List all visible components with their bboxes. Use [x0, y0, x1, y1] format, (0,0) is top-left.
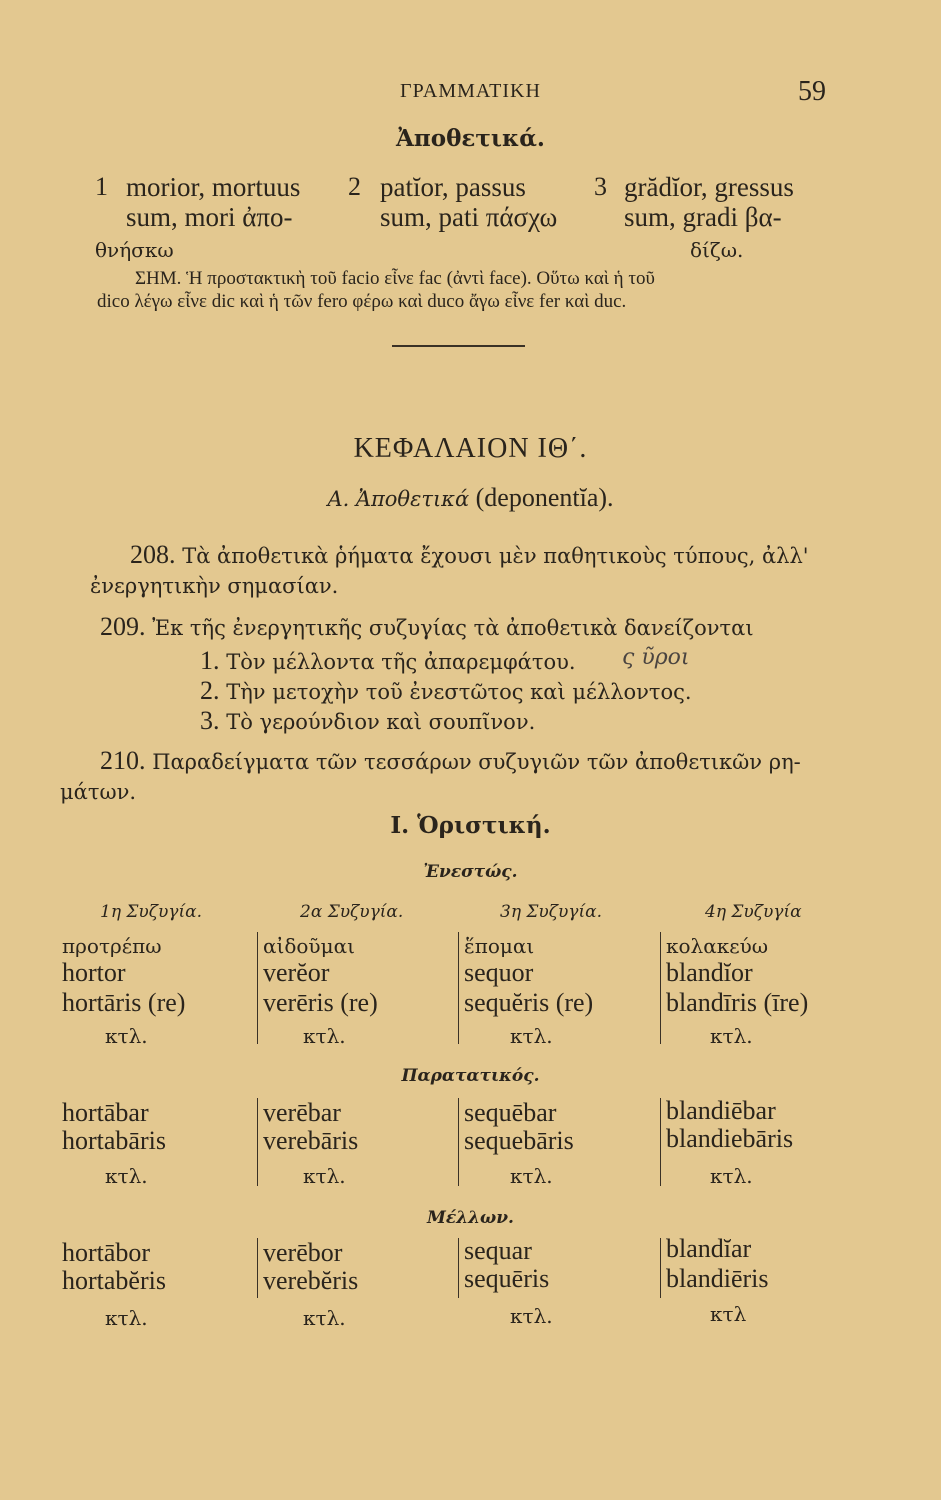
table-cell: ἕπομαι: [464, 934, 535, 958]
table-cell: blandiēris: [666, 1264, 769, 1293]
column-rule: [257, 1098, 258, 1186]
paragraph-text: Τὰ ἀποθετικὰ ῥήματα ἔχουσι μὲν παθητικοὺς τύπους, ἀλλ': [182, 544, 809, 568]
item-line: sum, pati πάσχω: [380, 202, 558, 232]
column-rule: [458, 1238, 459, 1298]
list-item: [200, 676, 692, 706]
table-cell: verēris (re): [263, 988, 378, 1017]
column-header: 2α Συζυγία.: [300, 902, 404, 922]
handwritten-note: ς ῦροι: [622, 645, 690, 670]
table-cell: κτλ.: [510, 1024, 553, 1048]
item-line: morior, mortuus: [126, 172, 301, 202]
list-number: 2.: [200, 676, 220, 705]
table-cell: κτλ.: [303, 1164, 346, 1188]
column-header: 3η Συζυγία.: [500, 902, 603, 922]
table-cell: verebĕris: [263, 1266, 359, 1295]
column-rule: [458, 1098, 459, 1186]
chapter-title: ΚΕΦΑΛΑΙΟΝ ΙΘ΄.: [353, 433, 588, 464]
column-rule: [660, 932, 661, 1044]
list-text: Τὸ γερούνδιον καὶ σουπῖνον.: [226, 710, 536, 734]
table-cell: κτλ.: [105, 1306, 148, 1330]
note-line: dico λέγω εἶνε dic καὶ ἡ τῶν fero φέρω καὶ duco ἄγω εἶνε fer καὶ duc.: [97, 291, 627, 312]
table-cell: verēbor: [263, 1238, 343, 1267]
subtitle-latin: (deponentĭa).: [475, 483, 614, 512]
mood-title: Ι. Ὁριστική.: [390, 812, 551, 839]
item-line: sum, gradi βα-: [624, 202, 782, 232]
item-line: grădĭor, gressus: [624, 172, 794, 202]
table-cell: verebāris: [263, 1126, 359, 1155]
table-cell: hortabĕris: [62, 1266, 166, 1295]
list-text: Τὴν μετοχὴν τοῦ ἐνεστῶτος καὶ μέλλοντος.: [226, 680, 692, 704]
table-cell: verĕor: [263, 958, 330, 987]
table-cell: sequor: [464, 958, 534, 987]
table-cell: hortabāris: [62, 1126, 166, 1155]
table-cell: κτλ.: [105, 1024, 148, 1048]
deponents-title: Ἀποθετικά.: [396, 125, 545, 152]
list-number: 3.: [200, 706, 220, 735]
paragraph-text: μάτων.: [60, 780, 137, 804]
table-cell: κτλ.: [105, 1164, 148, 1188]
tense-label-future: Μέλλων.: [427, 1208, 514, 1228]
list-item: [200, 706, 535, 736]
table-cell: blandiēbar: [666, 1096, 776, 1125]
table-cell: sequar: [464, 1236, 532, 1265]
column-header: 4η Συζυγία: [705, 902, 802, 922]
table-cell: κτλ: [710, 1302, 747, 1326]
item-line: θνήσκω: [95, 238, 174, 262]
table-cell: προτρέπω: [62, 934, 162, 958]
table-cell: κτλ.: [710, 1024, 753, 1048]
table-cell: sequēris: [464, 1264, 550, 1293]
table-cell: sequebāris: [464, 1126, 574, 1155]
table-cell: verēbar: [263, 1098, 341, 1127]
table-cell: hortāris (re): [62, 988, 186, 1017]
item-number: 1: [95, 172, 108, 201]
item-number: 2: [348, 172, 361, 201]
subtitle-letter: Α.: [327, 487, 350, 511]
item-line: patĭor, passus: [380, 172, 526, 202]
table-cell: κτλ.: [510, 1304, 553, 1328]
paragraph-number: 210.: [100, 746, 146, 775]
column-rule: [660, 1098, 661, 1186]
paragraph-number: 208.: [130, 540, 176, 569]
column-rule: [458, 932, 459, 1044]
tense-label-present: Ἐνεστώς.: [423, 862, 518, 882]
table-cell: sequĕris (re): [464, 988, 594, 1017]
list-number: 1.: [200, 646, 220, 675]
table-cell: sequēbar: [464, 1098, 557, 1127]
paragraph-210: [100, 746, 801, 776]
running-header: ΓΡΑΜΜΑΤΙΚΗ: [400, 80, 541, 102]
table-cell: hortor: [62, 958, 126, 987]
paragraph-text: ἐνεργητικὴν σημασίαν.: [90, 574, 339, 598]
item-line: δίζω.: [690, 238, 744, 262]
table-cell: κτλ.: [303, 1306, 346, 1330]
item-line: sum, mori ἀπο-: [126, 202, 293, 232]
column-header: 1η Συζυγία.: [100, 902, 203, 922]
divider-rule: [392, 345, 525, 347]
column-rule: [257, 932, 258, 1044]
table-cell: αἰδοῦμαι: [263, 934, 355, 958]
page-number: 59: [798, 76, 826, 107]
table-cell: hortābor: [62, 1238, 151, 1267]
paragraph-text: Παραδείγματα τῶν τεσσάρων συζυγιῶν τῶν ἀποθετικῶν ρη-: [152, 750, 801, 774]
table-cell: hortābar: [62, 1098, 149, 1127]
column-rule: [257, 1238, 258, 1298]
table-cell: blandīris (īre): [666, 988, 809, 1017]
chapter-subtitle: [0, 483, 941, 513]
table-cell: blandiebāris: [666, 1124, 794, 1153]
note-line: ΣΗΜ. Ἡ προστακτικὴ τοῦ facio εἶνε fac (ἀντὶ face). Οὕτω καὶ ἡ τοῦ: [135, 268, 655, 289]
table-cell: κολακεύω: [666, 934, 769, 958]
column-rule: [660, 1238, 661, 1298]
list-item: [200, 646, 576, 676]
item-number: 3: [594, 172, 607, 201]
list-text: Τὸν μέλλοντα τῆς ἀπαρεμφάτου.: [226, 650, 576, 674]
paragraph-text: Ἐκ τῆς ἐνεργητικῆς συζυγίας τὰ ἀποθετικὰ δανείζονται: [152, 616, 754, 640]
table-cell: blandĭar: [666, 1234, 752, 1263]
subtitle-greek: Ἀποθετικά: [355, 487, 470, 511]
paragraph-209: [100, 612, 754, 642]
table-cell: κτλ.: [710, 1164, 753, 1188]
paragraph-number: 209.: [100, 612, 146, 641]
table-cell: κτλ.: [510, 1164, 553, 1188]
table-cell: blandĭor: [666, 958, 753, 987]
tense-label-imperfect: Παρατατικός.: [401, 1066, 540, 1086]
table-cell: κτλ.: [303, 1024, 346, 1048]
paragraph-208: [130, 540, 809, 570]
